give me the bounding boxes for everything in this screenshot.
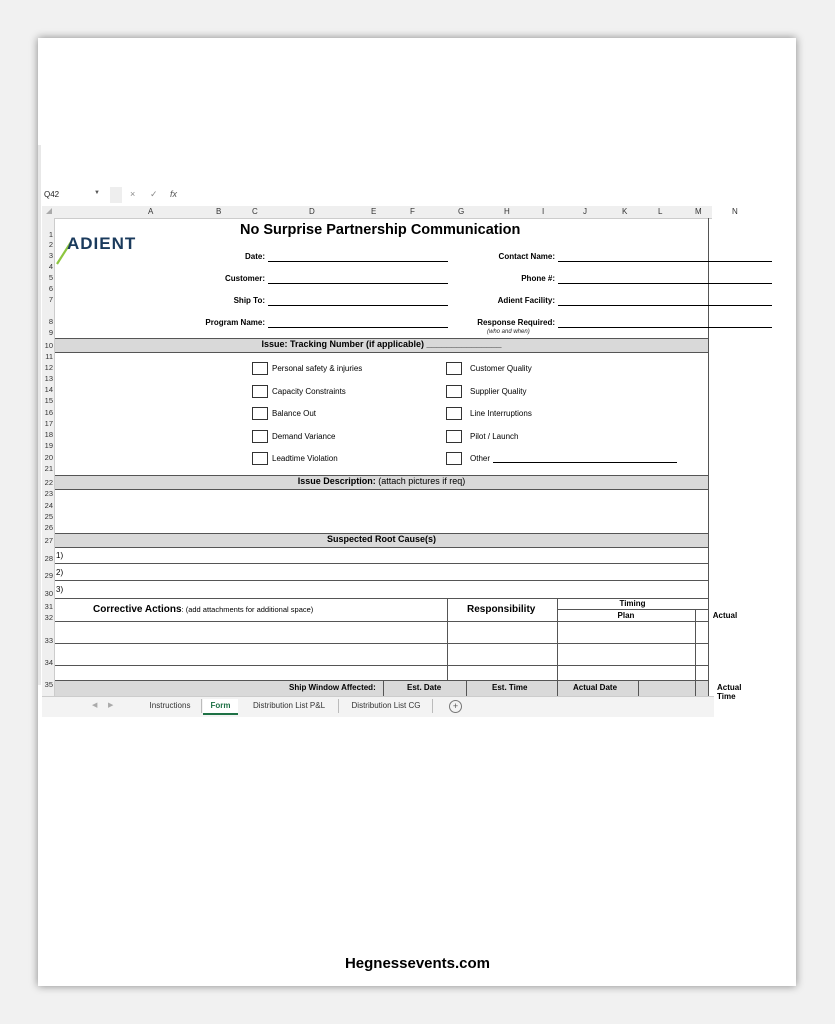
adient-facility-field[interactable] [558, 305, 772, 306]
root-cause-3[interactable]: 3) [56, 585, 64, 594]
row-header[interactable]: 10 [44, 341, 53, 350]
column-divider [447, 599, 448, 680]
row-header[interactable]: 27 [44, 536, 53, 545]
response-required-field[interactable] [558, 327, 772, 328]
checkbox-line-interruptions[interactable] [446, 407, 462, 420]
formula-bar [42, 186, 712, 204]
row-header[interactable]: 9 [48, 328, 53, 337]
tab-instructions[interactable]: Instructions [139, 699, 202, 713]
row-header[interactable]: 22 [44, 478, 53, 487]
tab-distribution-list-cg[interactable]: Distribution List CG [340, 699, 433, 713]
checkbox-balance-out[interactable] [252, 407, 268, 420]
row-header[interactable]: 14 [44, 385, 53, 394]
row-header[interactable]: 3 [48, 251, 53, 260]
spreadsheet-screenshot [42, 148, 742, 711]
name-box[interactable]: Q42 [44, 190, 60, 199]
row-header[interactable]: 2 [48, 240, 53, 249]
date-label: Date: [244, 252, 265, 261]
response-required-label: Response Required: [477, 318, 555, 327]
tab-form[interactable]: Form [203, 699, 238, 715]
row-divider [55, 621, 708, 622]
responsibility-header: Responsibility [467, 604, 536, 615]
row-header[interactable]: 12 [44, 363, 53, 372]
chevron-down-icon[interactable]: ▼ [94, 190, 100, 196]
add-sheet-icon[interactable]: + [449, 700, 462, 713]
contact-name-field[interactable] [558, 261, 772, 262]
actual-time-header: Actual Time [717, 683, 742, 701]
checkbox-other[interactable] [446, 452, 462, 465]
row-header[interactable]: 17 [44, 419, 53, 428]
timing-divider [557, 609, 708, 610]
row-header[interactable]: 4 [48, 262, 53, 271]
column-divider [557, 680, 558, 696]
issue-header-band [55, 338, 708, 353]
est-date-header: Est. Date [407, 683, 442, 692]
issue-description-band [55, 475, 708, 490]
row-header[interactable]: 35 [44, 680, 53, 689]
col-header-n[interactable]: N [732, 207, 738, 216]
checkbox-demand-variance[interactable] [252, 430, 268, 443]
row-header[interactable]: 29 [44, 571, 53, 580]
col-header-e[interactable]: E [371, 207, 377, 216]
row-header[interactable]: 16 [44, 408, 53, 417]
row-header[interactable]: 24 [44, 501, 53, 510]
row-header[interactable]: 28 [44, 554, 53, 563]
date-field[interactable] [268, 261, 448, 262]
form-area [55, 218, 742, 701]
corrective-actions-title: Corrective Actions [93, 604, 182, 615]
col-header-d[interactable]: D [309, 207, 315, 216]
col-header-a[interactable]: A [148, 207, 154, 216]
est-time-header: Est. Time [492, 683, 528, 692]
contact-name-label: Contact Name: [498, 252, 555, 261]
row-header[interactable]: 34 [44, 658, 53, 667]
ship-window-row [55, 680, 742, 701]
column-divider [695, 680, 696, 696]
row-header[interactable]: 15 [44, 396, 53, 405]
issue-description-note: (attach pictures if req) [375, 476, 466, 486]
row-header[interactable]: 19 [44, 441, 53, 450]
row-divider [55, 643, 708, 644]
checkbox-label: Leadtime Violation [272, 454, 338, 463]
row-header[interactable]: 11 [45, 352, 53, 361]
row-divider [55, 665, 708, 666]
root-cause-band [55, 533, 708, 548]
row-header[interactable]: 25 [44, 512, 53, 521]
response-note: (who and when) [487, 329, 530, 335]
row-header[interactable]: 31 [44, 602, 53, 611]
checkbox-label: Other [470, 454, 491, 463]
actual-date-header: Actual Date [573, 683, 618, 692]
issue-description-title: Issue Description: [297, 476, 376, 486]
customer-label: Customer: [224, 274, 265, 283]
row-header[interactable]: 8 [48, 317, 53, 326]
program-name-field[interactable] [268, 327, 448, 328]
sheet-tab-bar [42, 696, 714, 717]
row-header[interactable]: 1 [48, 230, 53, 239]
row-header[interactable]: 20 [44, 453, 53, 462]
row-header[interactable]: 23 [44, 489, 53, 498]
row-divider [55, 580, 708, 581]
scroll-left-icon[interactable]: ◀ [92, 702, 98, 709]
adient-facility-label: Adient Facility: [497, 296, 555, 305]
row-headers [42, 218, 55, 696]
row-header[interactable]: 13 [44, 374, 53, 383]
col-header-c[interactable]: C [252, 207, 258, 216]
other-field[interactable] [493, 462, 677, 463]
checkbox-label: Demand Variance [272, 432, 336, 441]
row-header[interactable]: 33 [44, 636, 53, 645]
checkbox-label: Line Interruptions [470, 409, 532, 418]
column-divider [638, 680, 639, 696]
checkbox-pilot-launch[interactable] [446, 430, 462, 443]
ship-to-field[interactable] [268, 305, 448, 306]
issue-header: Issue: Tracking Number (if applicable) _______________ [261, 339, 502, 349]
formula-divider [110, 187, 122, 203]
corrective-actions-header [93, 604, 313, 615]
column-divider [466, 680, 467, 696]
row-divider [55, 563, 708, 564]
customer-field[interactable] [268, 283, 448, 284]
cancel-icon[interactable]: × [130, 189, 136, 199]
col-header-f[interactable]: F [410, 207, 415, 216]
col-header-m[interactable]: M [695, 207, 702, 216]
row-header[interactable]: 21 [44, 464, 53, 473]
col-header-h[interactable]: H [504, 207, 510, 216]
tab-distribution-list-pl[interactable]: Distribution List P&L [240, 699, 339, 713]
corrective-actions-note: : (add attachments for additional space) [181, 605, 314, 614]
checkbox-label: Capacity Constraints [272, 387, 346, 396]
row-header[interactable]: 5 [48, 273, 53, 282]
checkbox-customer-quality[interactable] [446, 362, 462, 375]
timing-header: Timing [619, 599, 646, 608]
check-icon[interactable]: ✓ [150, 189, 158, 199]
checkbox-leadtime-violation[interactable] [252, 452, 268, 465]
col-header-i[interactable]: I [542, 207, 545, 216]
footer-watermark: Hegnessevents.com [344, 955, 491, 972]
col-header-g[interactable]: G [458, 207, 465, 216]
ship-to-label: Ship To: [233, 296, 265, 305]
row-header[interactable]: 7 [48, 295, 53, 304]
form-title: No Surprise Partnership Communication [240, 222, 521, 238]
function-icon[interactable]: fx [170, 189, 178, 199]
plan-header: Plan [617, 611, 635, 620]
program-name-label: Program Name: [205, 318, 265, 327]
page-edge [38, 145, 41, 685]
scroll-right-icon[interactable]: ▶ [108, 702, 114, 709]
row-header[interactable]: 6 [48, 284, 53, 293]
root-cause-2[interactable]: 2) [56, 568, 64, 577]
row-header[interactable]: 32 [44, 613, 53, 622]
checkbox-personal-safety[interactable] [252, 362, 268, 375]
col-header-j[interactable]: J [583, 207, 587, 216]
checkbox-label: Customer Quality [470, 364, 532, 373]
checkbox-supplier-quality[interactable] [446, 385, 462, 398]
phone-field[interactable] [558, 283, 772, 284]
checkbox-label: Balance Out [272, 409, 317, 418]
checkbox-label: Supplier Quality [470, 387, 527, 396]
adient-logo [55, 226, 155, 266]
col-header-b[interactable]: B [216, 207, 222, 216]
row-header[interactable]: 30 [44, 589, 53, 598]
checkbox-label: Personal safety & injuries [272, 364, 363, 373]
logo-text: ADIENT [67, 234, 137, 253]
checkbox-capacity-constraints[interactable] [252, 385, 268, 398]
row-header[interactable]: 18 [44, 430, 53, 439]
phone-label: Phone #: [521, 274, 555, 283]
ship-window-label: Ship Window Affected: [289, 683, 376, 692]
root-cause-header: Suspected Root Cause(s) [326, 534, 437, 544]
select-all-corner[interactable] [46, 208, 52, 214]
checkbox-label: Pilot / Launch [470, 432, 519, 441]
column-divider [383, 680, 384, 696]
col-header-l[interactable]: L [658, 207, 663, 216]
row-header[interactable]: 26 [44, 523, 53, 532]
col-header-k[interactable]: K [622, 207, 628, 216]
root-cause-1[interactable]: 1) [56, 551, 64, 560]
actual-header: Actual [712, 611, 738, 620]
